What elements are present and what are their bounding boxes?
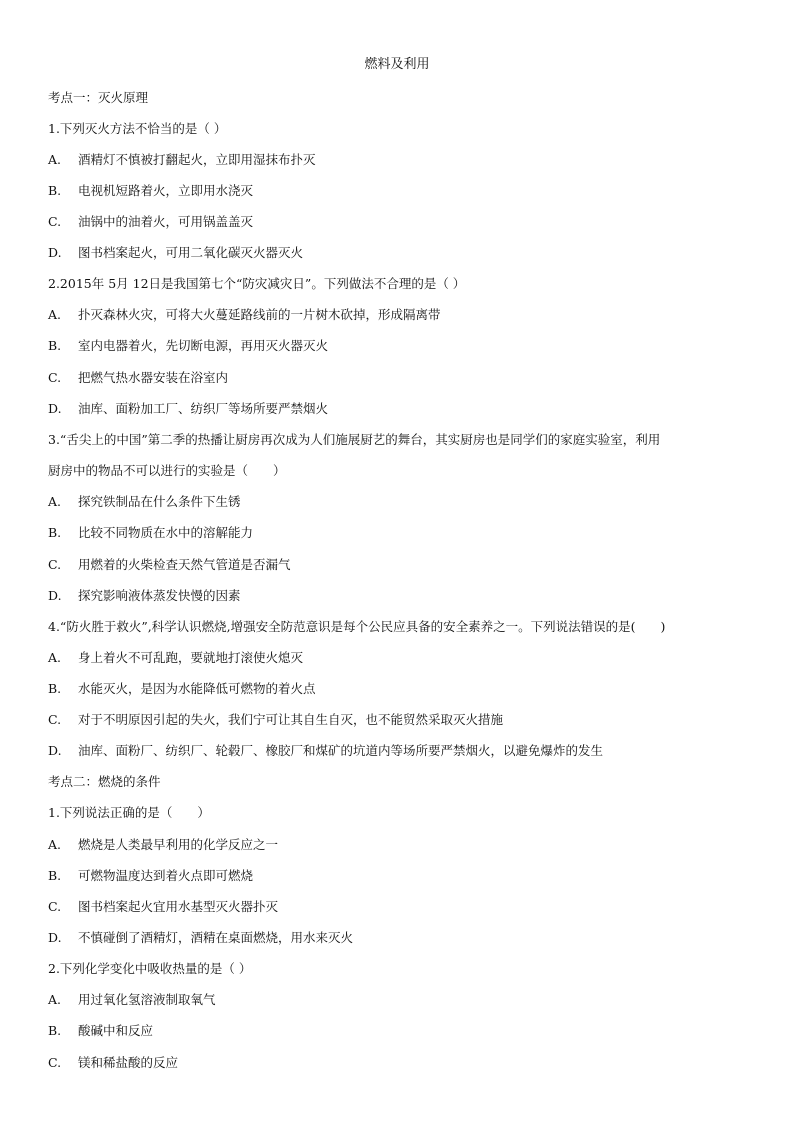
option-label: B. xyxy=(48,338,62,353)
option-label: D. xyxy=(48,588,62,603)
option-label: A. xyxy=(48,152,62,167)
option-label: A. xyxy=(48,650,62,665)
option-label: A. xyxy=(48,307,62,322)
option-label: C. xyxy=(48,712,62,727)
question-stem: 1.下列说法正确的是（ ） xyxy=(48,805,210,820)
option-text: 酒精灯不慎被打翻起火，立即用湿抹布扑灭 xyxy=(78,152,316,167)
option-text: 身上着火不可乱跑，要就地打滚使火熄灭 xyxy=(78,650,304,665)
question-stem: 4.“防火胜于救火”,科学认识燃烧,增强安全防范意识是每个公民应具备的安全素养之一。下列说法错误的是( ) xyxy=(48,619,666,634)
answer-option xyxy=(48,213,754,231)
option-text: 油库、面粉厂、纺织厂、轮毂厂、橡胶厂和煤矿的坑道内等场所要严禁烟火，以避免爆炸的发生 xyxy=(78,743,604,758)
option-text: 对于不明原因引起的失火，我们宁可让其自生自灭，也不能贸然采取灭火措施 xyxy=(78,712,504,727)
option-text: 水能灭火，是因为水能降低可燃物的着火点 xyxy=(78,681,316,696)
option-text: 燃烧是人类最早利用的化学反应之一 xyxy=(78,837,279,852)
option-text: 探究影响液体蒸发快慢的因素 xyxy=(78,588,241,603)
option-label: C. xyxy=(48,557,62,572)
answer-option xyxy=(48,400,754,418)
option-label: A. xyxy=(48,837,62,852)
option-label: D. xyxy=(48,245,62,260)
option-label: A. xyxy=(48,494,62,509)
option-label: B. xyxy=(48,183,62,198)
answer-option xyxy=(48,556,754,574)
option-text: 图书档案起火宜用水基型灭火器扑灭 xyxy=(78,899,279,914)
answer-option xyxy=(48,337,754,355)
answer-option xyxy=(48,524,754,542)
answer-option xyxy=(48,711,754,729)
option-text: 扑灭森林火灾，可将大火蔓延路线前的一片树木砍掉，形成隔离带 xyxy=(78,307,441,322)
answer-option xyxy=(48,929,754,947)
option-text: 用过氧化氢溶液制取氧气 xyxy=(78,992,216,1007)
answer-option xyxy=(48,369,754,387)
option-label: A. xyxy=(48,992,62,1007)
option-text: 探究铁制品在什么条件下生锈 xyxy=(78,494,241,509)
option-text: 图书档案起火，可用二氧化碳灭火器灭火 xyxy=(78,245,304,260)
answer-option xyxy=(48,182,754,200)
option-text: 室内电器着火，先切断电源，再用灭火器灭火 xyxy=(78,338,329,353)
option-text: 可燃物温度达到着火点即可燃烧 xyxy=(78,868,254,883)
section-heading: 考点一：灭火原理 xyxy=(48,90,149,105)
option-text: 把燃气热水器安装在浴室内 xyxy=(78,370,229,385)
question-stem: 1.下列灭火方法不恰当的是（ ） xyxy=(48,121,227,136)
answer-option xyxy=(48,306,754,324)
question-stem: 3.“舌尖上的中国”第二季的热播让厨房再次成为人们施展厨艺的舞台，其实厨房也是同学们的家庭实验室，利用 xyxy=(48,432,661,447)
option-label: D. xyxy=(48,743,62,758)
answer-option xyxy=(48,742,754,760)
option-text: 电视机短路着火，立即用水浇灭 xyxy=(78,183,254,198)
option-label: B. xyxy=(48,681,62,696)
answer-option xyxy=(48,244,754,262)
answer-option xyxy=(48,493,754,511)
option-text: 比较不同物质在水中的溶解能力 xyxy=(78,525,254,540)
answer-option xyxy=(48,680,754,698)
question-stem-continued: 厨房中的物品不可以进行的实验是（ ） xyxy=(48,463,286,478)
answer-option xyxy=(48,1054,754,1072)
answer-option xyxy=(48,836,754,854)
option-text: 油锅中的油着火，可用锅盖盖灭 xyxy=(78,214,254,229)
option-label: D. xyxy=(48,401,62,416)
option-label: B. xyxy=(48,525,62,540)
option-label: C. xyxy=(48,214,62,229)
option-text: 油库、面粉加工厂、纺织厂等场所要严禁烟火 xyxy=(78,401,329,416)
page-title: 燃料及利用 xyxy=(364,57,430,72)
answer-option xyxy=(48,867,754,885)
answer-option xyxy=(48,991,754,1009)
option-label: C. xyxy=(48,1055,62,1070)
option-label: C. xyxy=(48,899,62,914)
option-label: C. xyxy=(48,370,62,385)
option-text: 酸碱中和反应 xyxy=(78,1023,154,1038)
option-text: 用燃着的火柴检查天然气管道是否漏气 xyxy=(78,557,291,572)
option-text: 镁和稀盐酸的反应 xyxy=(78,1055,179,1070)
question-stem: 2.下列化学变化中吸收热量的是（ ） xyxy=(48,961,252,976)
answer-option xyxy=(48,151,754,169)
question-stem: 2.2015年 5月 12日是我国第七个“防灾减灾日”。下列做法不合理的是（ ） xyxy=(48,276,466,291)
option-text: 不慎碰倒了酒精灯，酒精在桌面燃烧，用水来灭火 xyxy=(78,930,354,945)
answer-option xyxy=(48,649,754,667)
option-label: D. xyxy=(48,930,62,945)
answer-option xyxy=(48,1022,754,1040)
section-heading: 考点二：燃烧的条件 xyxy=(48,774,161,789)
option-label: B. xyxy=(48,1023,62,1038)
answer-option xyxy=(48,898,754,916)
option-label: B. xyxy=(48,868,62,883)
answer-option xyxy=(48,587,754,605)
